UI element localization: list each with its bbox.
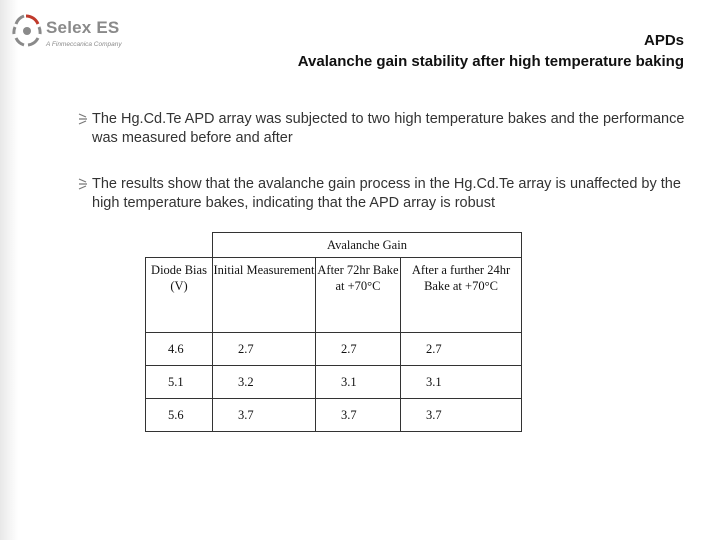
bullet-text-2: The results show that the avalanche gain process in the Hg.Cd.Te array is unaffected by the high temperature bakes, indicating that the APD array is robust — [92, 176, 681, 211]
table-cell: 3.2 — [213, 366, 316, 399]
bullet-arrow-icon — [78, 178, 88, 190]
column-header: Initial Measurement — [213, 258, 316, 333]
table-cell: 2.7 — [401, 333, 522, 366]
bullet-item-2 — [78, 175, 688, 213]
bullet-text-1: The Hg.Cd.Te APD array was subjected to two high temperature bakes and the performance was measured before and after — [92, 111, 685, 146]
company-logo — [12, 14, 132, 54]
table-cell: 5.6 — [146, 399, 213, 432]
table-cell: 3.7 — [316, 399, 401, 432]
logo-name: Selex ES — [46, 18, 120, 37]
bullet-item-1 — [78, 110, 688, 148]
table-cell: 4.6 — [146, 333, 213, 366]
logo-subtitle: A Finmeccanica Company — [46, 41, 122, 48]
table-row — [146, 366, 522, 399]
table-cell: 3.7 — [401, 399, 522, 432]
selex-logo-icon — [12, 14, 42, 48]
table-header-row — [146, 258, 522, 333]
left-edge-gradient — [0, 0, 18, 540]
title-line-1: APDs — [643, 32, 684, 49]
table-group-header: Avalanche Gain — [213, 233, 522, 258]
table-blank-cell — [146, 233, 213, 258]
avalanche-gain-table — [145, 232, 522, 432]
column-header: After a further 24hr Bake at +70°C — [401, 258, 522, 333]
column-header: Diode Bias (V) — [146, 258, 213, 333]
table-cell: 3.1 — [401, 366, 522, 399]
table-cell: 2.7 — [316, 333, 401, 366]
table-cell: 3.7 — [213, 399, 316, 432]
title-line-2: Avalanche gain stability after high temperature baking — [297, 53, 684, 70]
table-row — [146, 333, 522, 366]
table-row — [146, 399, 522, 432]
table-cell: 3.1 — [316, 366, 401, 399]
bullet-arrow-icon — [78, 113, 88, 125]
table-cell: 2.7 — [213, 333, 316, 366]
table-group-header-row — [146, 233, 522, 258]
table-cell: 5.1 — [146, 366, 213, 399]
column-header: After 72hr Bake at +70°C — [316, 258, 401, 333]
slide-title — [298, 30, 684, 72]
